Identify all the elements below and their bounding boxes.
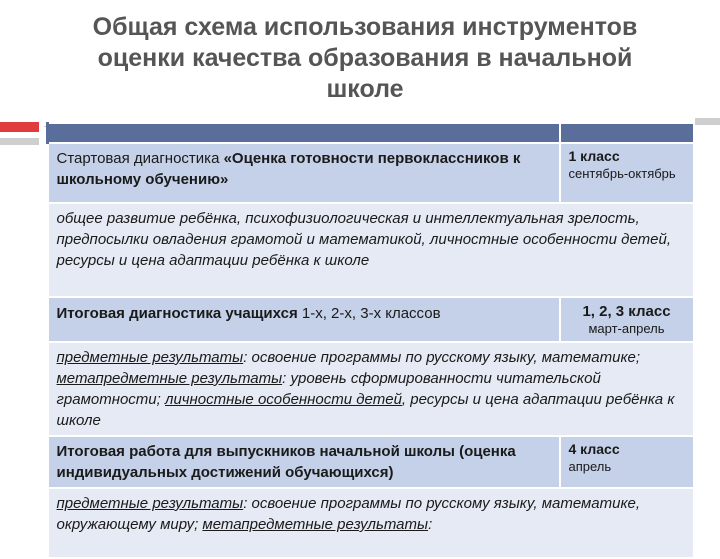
desc-underlined: предметные результаты (56, 495, 244, 512)
row-label-bold: Итоговая работа для выпускников начальной школы (оценка индивидуальных достижений обучающихся) (56, 443, 516, 481)
row-label-bold: Итоговая диагностика учащихся (56, 305, 298, 322)
page-title (40, 12, 690, 105)
desc-underlined: метапредметные результаты (56, 370, 283, 387)
row-description-cell (48, 342, 694, 436)
row-class-cell (560, 297, 694, 342)
class-label: 1 класс (568, 148, 620, 164)
row-class-cell (560, 436, 694, 488)
row-description-cell (48, 488, 694, 558)
class-label: 4 класс (568, 441, 620, 457)
desc-underlined: метапредметные результаты (202, 516, 429, 533)
table-row (48, 488, 694, 558)
row-label-plain: 1-х, 2-х, 3-х классов (297, 305, 441, 322)
desc-text: : уровень сформированности читательской грамотности; (56, 370, 601, 408)
desc-underlined: предметные результаты (56, 349, 244, 366)
row-label-plain: Стартовая диагностика (56, 150, 224, 167)
table-row (48, 436, 694, 488)
title-line-3: школе (326, 75, 404, 103)
row-label-cell (48, 297, 560, 342)
desc-text: : (428, 516, 433, 533)
table-row (48, 297, 694, 342)
table-row (48, 143, 694, 203)
title-line-1: Общая схема использования инструментов (92, 13, 638, 41)
row-description: общее развитие ребёнка, психофизиологическая и интеллектуальная зрелость, предпосылки овладения грамотой и математикой, личностные особенности детей, ресурсы и цена адаптации ребёнка к школе (56, 210, 671, 269)
desc-text: , ресурсы и цена адаптации ребёнка к школе (56, 391, 675, 429)
row-label-bold: «Оценка готовности первоклассников к школьному обучению» (56, 150, 521, 188)
desc-underlined: личностные особенности детей (164, 391, 402, 408)
row-class-cell (560, 143, 694, 203)
table-header-row (48, 123, 694, 143)
desc-text: : освоение программы по русскому языку, математике; (243, 349, 641, 366)
period-label: март-апрель (588, 321, 665, 336)
row-description-cell (48, 203, 694, 297)
desc-text: : освоение программы по русскому языку, математике, окружающему миру; (56, 495, 641, 533)
table-header-cell (48, 123, 560, 143)
assessment-table (46, 122, 695, 559)
decorative-gray-bar-right (695, 118, 720, 125)
decorative-gray-bar-left (0, 138, 39, 145)
row-label-cell (48, 143, 560, 203)
period-label: сентябрь-октябрь (568, 166, 676, 181)
period-label: апрель (568, 459, 612, 474)
class-label: 1, 2, 3 класс (582, 303, 671, 320)
decorative-red-bar (0, 122, 39, 132)
row-label-cell (48, 436, 560, 488)
table-header-cell (560, 123, 694, 143)
table-row (48, 342, 694, 436)
title-line-2: оценки качества образования в начальной (97, 44, 633, 72)
table-row (48, 203, 694, 297)
